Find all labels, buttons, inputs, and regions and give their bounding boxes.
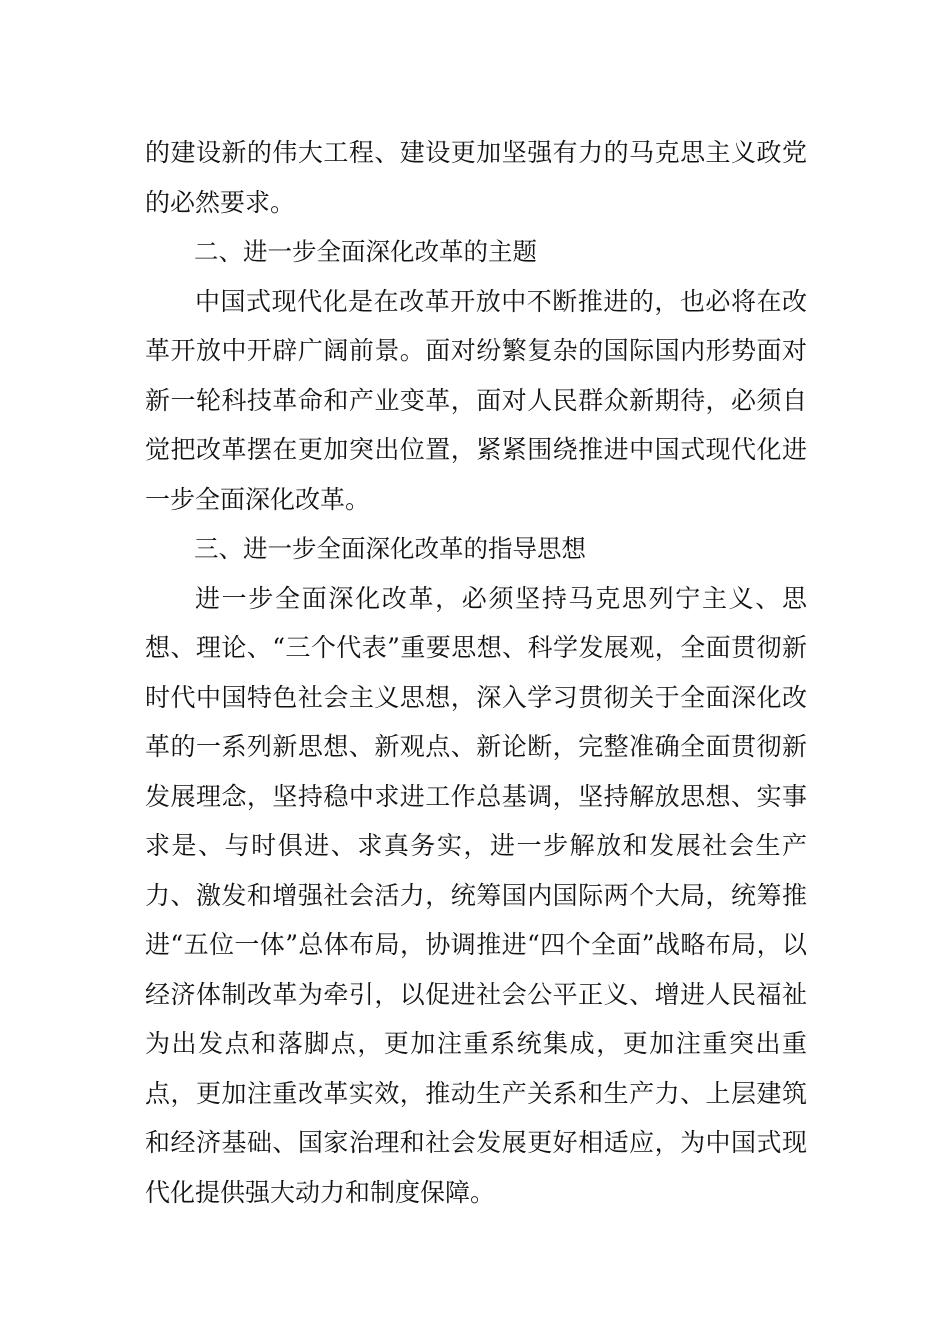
paragraph-guiding-thought: 进一步全面深化改革，必须坚持马克思列宁主义、思想、理论、“三个代表”重要思想、科学发展观，全面贯彻新时代中国特色社会主义思想，深入学习贯彻关于全面深化改革的一系列新思想、新观点、新论断，完整准确全面贯彻新发展理念，坚持稳中求进工作总基调，坚持解放思想、实事求是、与时俱进、求真务实，进一步解放和发展社会生产力、激发和增强社会活力，统筹国内国际两个大局，统筹推进“五位一体”总体布局，协调推进“四个全面”战略布局，以经济体制改革为牵引，以促进社会公平正义、增进人民福祉为出发点和落脚点，更加注重系统集成，更加注重突出重点，更加注重改革实效，推动生产关系和生产力、上层建筑和经济基础、国家治理和社会发展更好相适应，为中国式现代化提供强大动力和制度保障。 bbox=[145, 583, 807, 1207]
document-page bbox=[145, 128, 807, 1217]
paragraph-continuation: 的建设新的伟大工程、建设更加坚强有力的马克思主义政党的必然要求。 bbox=[145, 138, 807, 217]
section-heading-theme: 二、进一步全面深化改革的主题 bbox=[194, 237, 537, 266]
section-heading-guiding-thought: 三、进一步全面深化改革的指导思想 bbox=[194, 534, 586, 563]
paragraph-theme: 中国式现代化是在改革开放中不断推进的，也必将在改革开放中开辟广阔前景。面对纷繁复杂的国际国内形势面对新一轮科技革命和产业变革，面对人民群众新期待，必须自觉把改革摆在更加突出位置，紧紧围绕推进中国式现代化进一步全面深化改革。 bbox=[145, 286, 807, 514]
